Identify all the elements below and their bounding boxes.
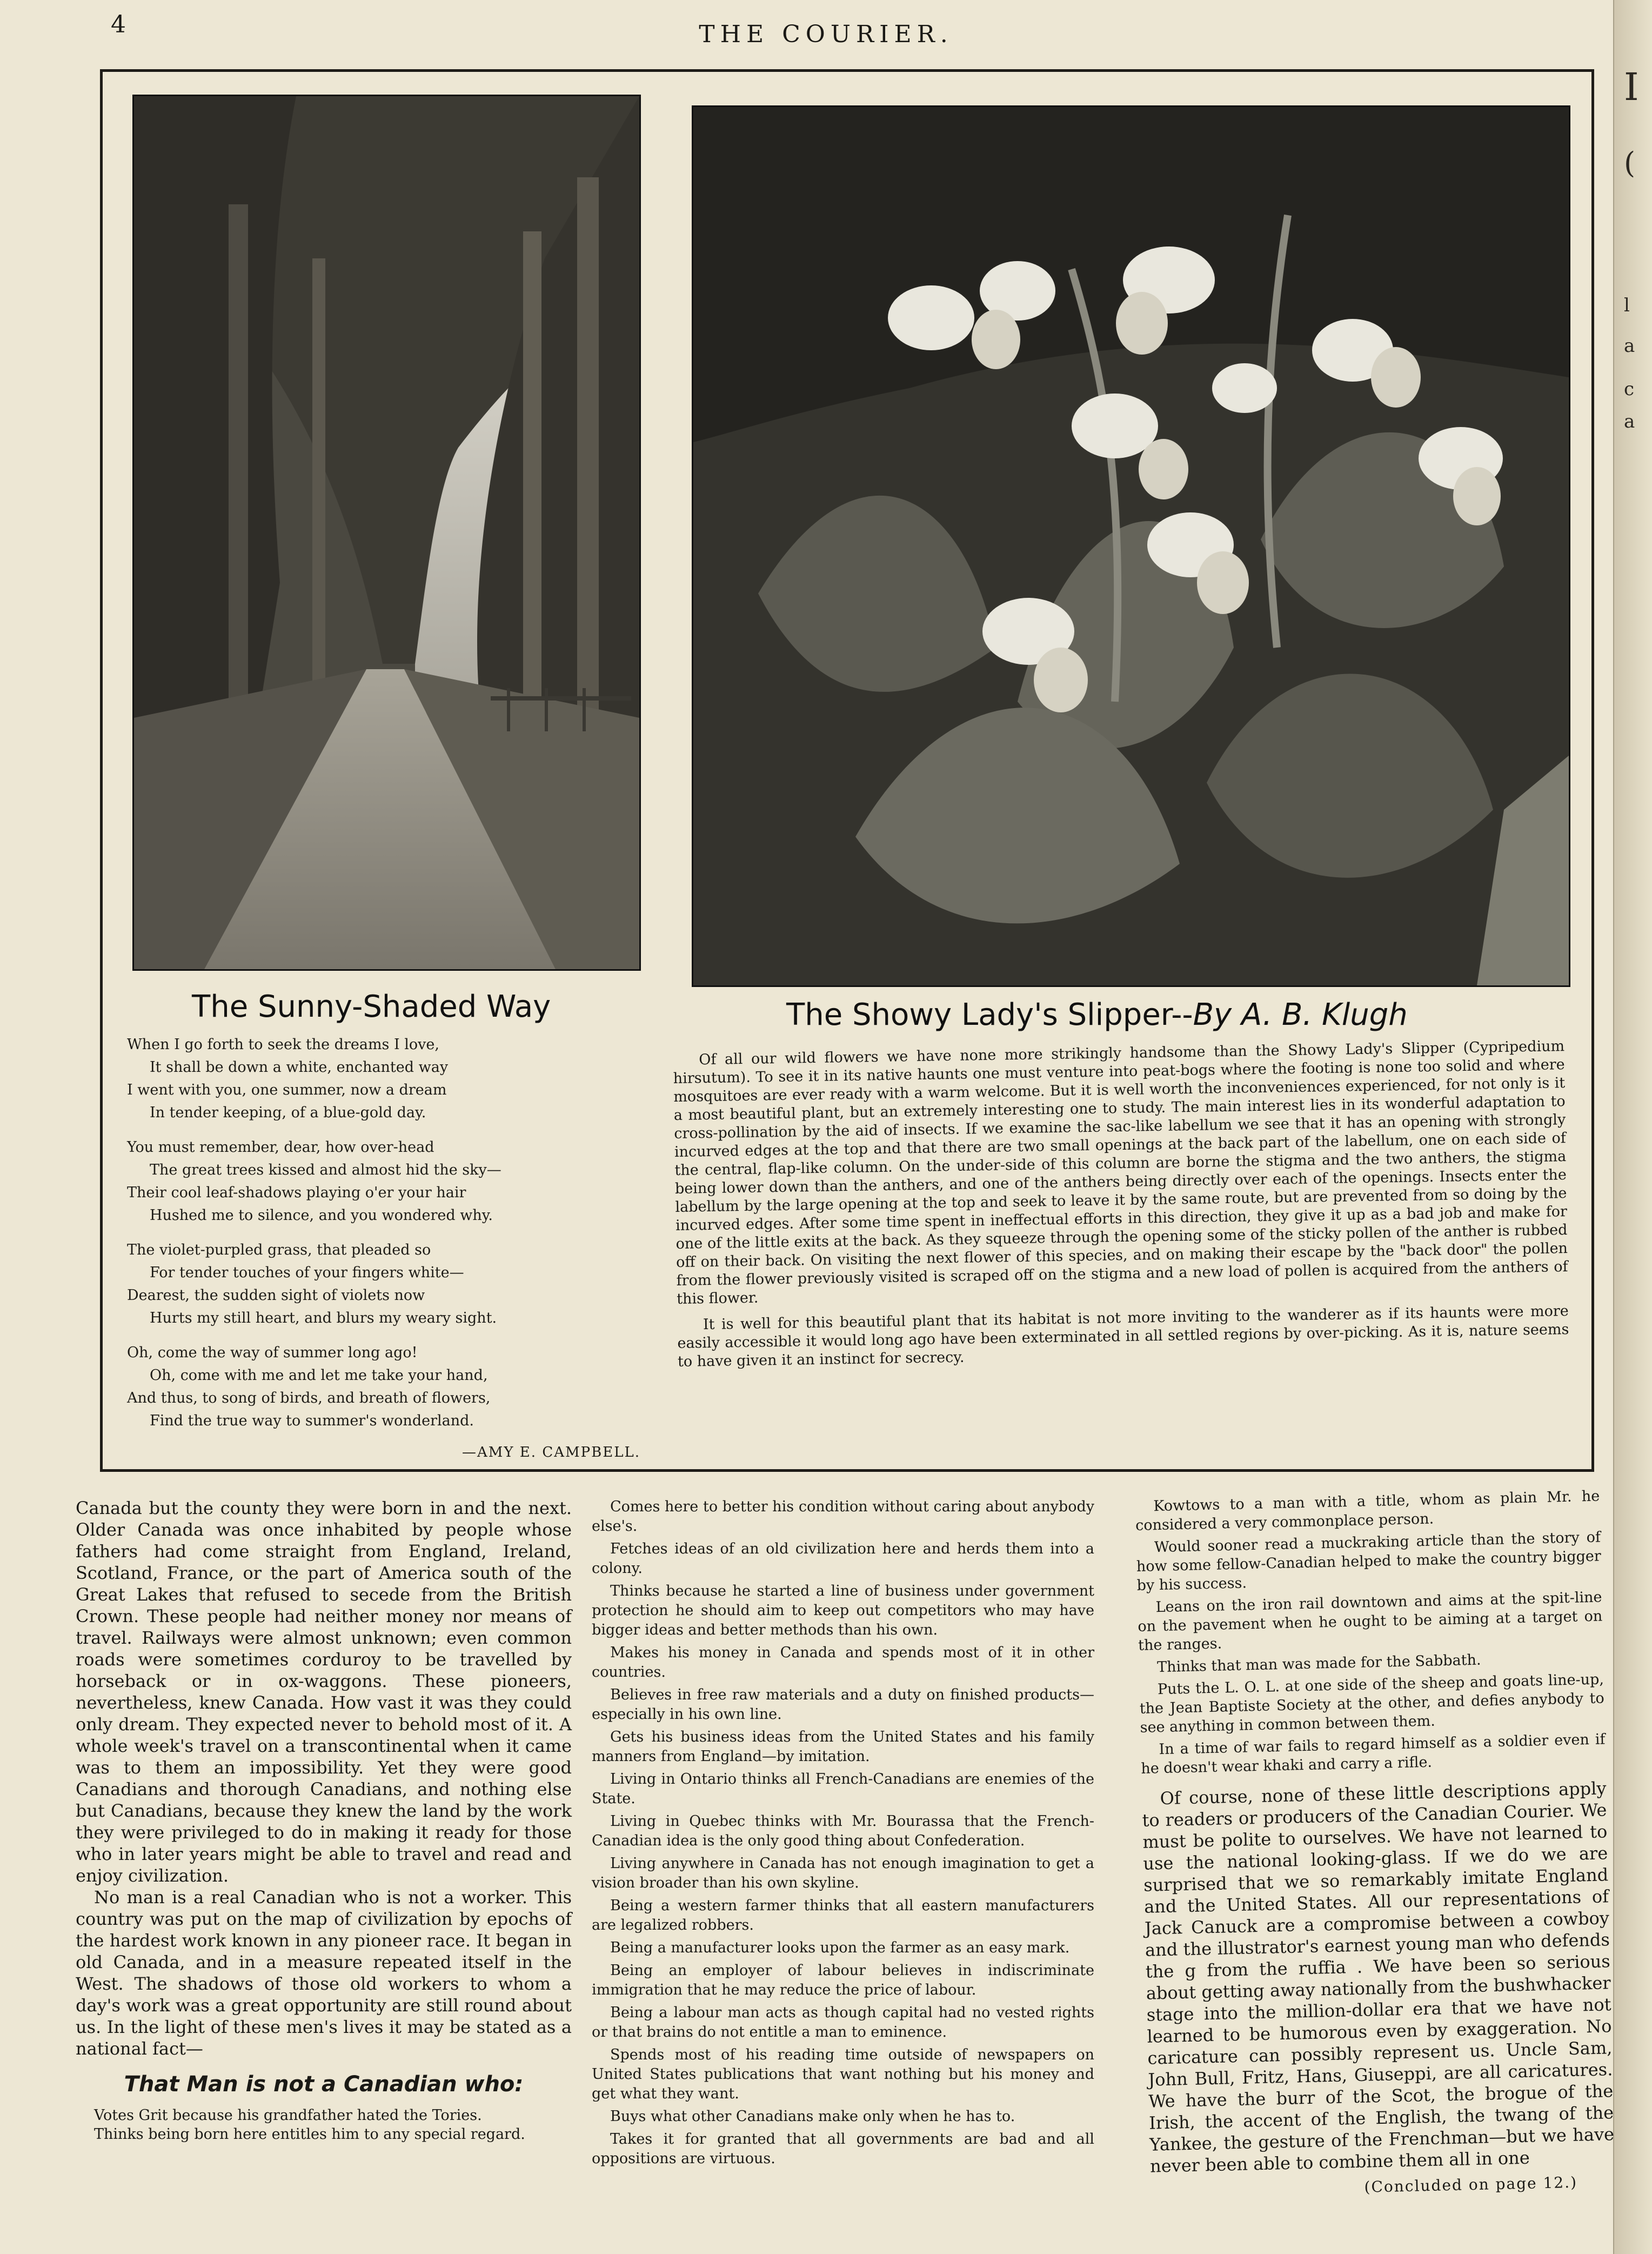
list-item: Thinks that man was made for the Sabbath. (1156, 1651, 1481, 1676)
list-item: Gets his business ideas from the United States and his family manners from England—by imitation. (592, 1729, 1094, 1765)
adjacent-page-edge (1613, 0, 1652, 2254)
list-item: Living in Quebec thinks with Mr. Bourassa that the French-Canadian idea is the only good thing about Confederation. (592, 1813, 1094, 1849)
poem-stanza (127, 1033, 640, 1124)
poem-author: —AMY E. CAMPBELL. (462, 1444, 640, 1461)
page-number: 4 (111, 11, 126, 38)
list-item: Fetches ideas of an old civilization here and herds them into a colony. (592, 1541, 1094, 1577)
article-title (786, 997, 1408, 1032)
article-body (673, 1037, 1569, 1379)
poem-line: For tender touches of your fingers white— (150, 1264, 464, 1281)
list-item: Votes Grit because his grandfather hated the Tories. (94, 2107, 482, 2124)
list-item: Living in Ontario thinks all French-Canadians are enemies of the State. (592, 1771, 1094, 1807)
list-item: Living anywhere in Canada has not enough imagination to get a vision broader than his own skyline. (592, 1855, 1094, 1891)
list-item: In a time of war fails to regard himself as a soldier even if he doesn't wear khaki and carry a rifle. (1141, 1731, 1606, 1777)
list-item: Takes it for granted that all governments are bad and all oppositions are virtuous. (592, 2131, 1094, 2167)
poem-line: It shall be down a white, enchanted way (150, 1059, 449, 1076)
closing-paragraph: Of course, none of these little descriptions apply to readers or producers of the Canadian Courier. We must be polite to ourselves. We have not learned to use the national looking-glass. If we do we are surprised that we so remarkably imitate England and the United States. All our representations of Jack Canuck are a compromise between a cowboy and the illustrator's earnest young man who defends the g from the ruffia . We have been so serious about getting away nationally from the bushwhacker stage into the million-dollar era that we have not learned to be humorous even by exaggeration. No caricature can possibly represent us. Uncle Sam, John Bull, Fritz, Hans, Giuseppi, are all caricatures. We have the burr of the Scot, the brogue of the Irish, the accent of the English, the twang of the Yankee, the gesture of the Frenchman—but we have never been able to combine them all in one (1142, 1778, 1615, 2177)
list-item: Buys what other Canadians make only when he has to. (610, 2108, 1015, 2125)
body-paragraph: Canada but the county they were born in and the next. Older Canada was once inhabited by people whose fathers had come straight from England, Ireland, Scotland, France, or the part of America south of the Great Lakes that refused to secede from the British Crown. These people had neither money nor means of travel. Railways were almost unknown; even common roads were sometimes corduroy to be travelled by horseback or in ox-waggons. These pioneers, nevertheless, knew Canada. How vast it was they could only dream. They expected never to behold most of it. A whole week's travel on a transcontinental when it came was to them an impossibility. Yet they were good Canadians and thorough Canadians, and nothing else but Canadians, because they knew the land by the work they were privileged to do in making it ready for those who in later years might be able to travel and read and enjoy civilization. (76, 1498, 572, 1886)
poem-line: Hurts my still heart, and blurs my weary sight. (150, 1310, 497, 1326)
article-title-main: The Showy Lady's Slipper-- (786, 997, 1193, 1032)
margin-fragment: a (1624, 335, 1635, 357)
poem-body (127, 1033, 640, 1464)
list-item: Kowtows to a man with a title, whom as plain Mr. he considered a very commonplace person. (1135, 1488, 1600, 1534)
list-item: Thinks being born here entitles him to any special regard. (94, 2126, 525, 2143)
article-byline: By A. B. Klugh (1193, 997, 1408, 1032)
article-paragraph: Of all our wild flowers we have none more strikingly handsome than the Showy Lady's Slipper (Cypripedium hirsutum). To see it in its native haunts one must venture into peat-bogs where the footing is none too solid and where mosquitoes are ever ready with a warm welcome. But it is well worth the inconveniences experienced, for not only is it a most beautiful plant, but an extremely interesting one to study. The main interest lies in its wonderful adaptation to cross-pollination by the aid of insects. If we examine the sac-like labellum we see that it has an opening with strongly incurved edges at the top and that there are two small openings at the back part of the labellum, one on each side of the central, flap-like column. On the under-side of this column are borne the stigma and the two anthers, the stigma being lower down than the anthers, and one of the anthers being directly over each of the openings. Insects enter the labellum by the large opening at the top and seek to leave it by the same route, but are prevented from so doing by the incurved edges. After some time spent in ineffectual efforts in this direction, they give it up as a bad job and make for one of the little exits at the back. As they squeeze through the opening some of the sticky pollen of the anther is rubbed off on their back. On visiting the next flower of this species, and on making their escape by the "back door" the pollen from the flower previously visited is scraped off on the stigma and a new load of pollen is acquired from the anthers of this flower. (673, 1038, 1568, 1308)
body-paragraph: No man is a real Canadian who is not a worker. This country was put on the map of civilization by epochs of the hardest work known in any pioneer race. It began in old Canada, and in a measure repeated itself in the West. The shadows of those old workers to whom a day's work was a great opportunity are still round about us. In the light of these men's lives it may be stated as a national fact— (76, 1887, 572, 2059)
poem-line: And thus, to song of birds, and breath of flowers, (127, 1390, 491, 1406)
continued-note: (Concluded on page 12.) (1364, 2173, 1578, 2196)
orchid-photograph (692, 105, 1570, 987)
poem-line: Oh, come with me and let me take your hand, (150, 1367, 488, 1384)
column-1 (76, 1497, 572, 2144)
poem-line: In tender keeping, of a blue-gold day. (150, 1104, 426, 1121)
list-item: Believes in free raw materials and a duty on finished products—especially in his own line. (592, 1686, 1094, 1723)
road-photograph (132, 95, 641, 971)
poem-line: Dearest, the sudden sight of violets now (127, 1287, 425, 1304)
list-item: Thinks because he started a line of business under government protection he should aim to keep out competitors who may have bigger ideas and better methods than his own. (592, 1583, 1094, 1638)
margin-fragment: I (1624, 65, 1639, 109)
article-paragraph: It is well for this beautiful plant that its habitat is not more inviting to the wanderer as if its haunts were more easily accessible it would long ago have been exterminated in all settled regions by over-picking. As it is, nature seems to have given it an instinct for secrecy. (677, 1303, 1569, 1370)
column-2 (592, 1497, 1094, 2172)
poem-line: Oh, come the way of summer long ago! (127, 1344, 418, 1361)
section-heading: That Man is not a Canadian who: (124, 2072, 524, 2097)
poem-stanza (127, 1136, 640, 1227)
poem-line: Their cool leaf-shadows playing o'er your hair (127, 1184, 466, 1201)
margin-fragment: l (1624, 295, 1630, 316)
list-item: Being an employer of labour believes in indiscriminate immigration that he may reduce the price of labour. (592, 1962, 1094, 1998)
poem-stanza (127, 1342, 640, 1432)
list-item: Makes his money in Canada and spends most of it in other countries. (592, 1644, 1094, 1681)
poem-line: You must remember, dear, how over-head (127, 1139, 434, 1156)
poem-line: When I go forth to seek the dreams I love, (127, 1036, 439, 1053)
list-item: Being a labour man acts as though capital had no vested rights or that brains do not entitle a man to eminence. (592, 2004, 1094, 2040)
poem-line: I went with you, one summer, now a dream (127, 1082, 447, 1098)
list-item: Spends most of his reading time outside of newspapers on United States publications that want nothing but his money and get what they want. (592, 2046, 1094, 2102)
list-item: Comes here to better his condition without caring about anybody else's. (592, 1498, 1094, 1535)
column-3 (1135, 1486, 1615, 2201)
poem-line: Find the true way to summer's wonderland. (150, 1412, 474, 1429)
poem-title: The Sunny-Shaded Way (192, 989, 551, 1024)
margin-fragment: ( (1624, 146, 1636, 180)
poem-line: The great trees kissed and almost hid the sky— (150, 1162, 501, 1178)
margin-fragment: a (1624, 411, 1635, 432)
list-item: Being a western farmer thinks that all eastern manufacturers are legalized robbers. (592, 1897, 1094, 1933)
list-item: Would sooner read a muckraking article than the story of how some fellow-Canadian helped to make the country bigger by his success. (1136, 1529, 1602, 1594)
margin-fragment: c (1624, 378, 1635, 400)
poem-stanza (127, 1239, 640, 1330)
poem-line: Hushed me to silence, and you wondered why. (150, 1207, 493, 1224)
list-item: Leans on the iron rail downtown and aims at the spit-line on the pavement when he ought to be aiming at a target on the ranges. (1138, 1589, 1603, 1654)
running-head: THE COURIER. (699, 21, 953, 48)
list-item: Puts the L. O. L. at one side of the sheep and goats line-up, the Jean Baptiste Society at the other, and defies anybody to see anything in common between them. (1139, 1671, 1605, 1736)
list-item: Being a manufacturer looks upon the farmer as an easy mark. (610, 1939, 1070, 1956)
poem-line: The violet-purpled grass, that pleaded so (127, 1242, 431, 1258)
